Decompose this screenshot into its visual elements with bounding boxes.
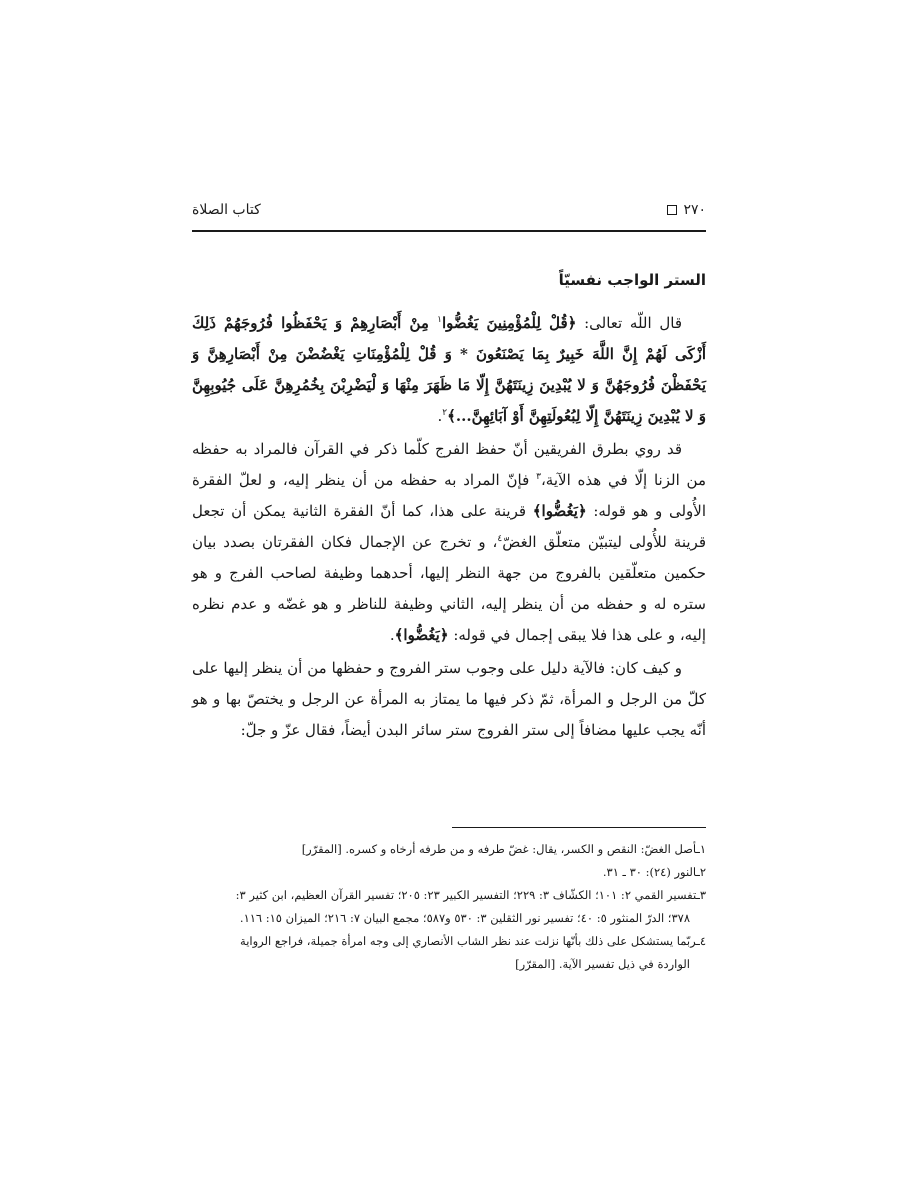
quote-yaghuddu-2: ﴿يَغُضُّوا﴾	[394, 626, 449, 644]
running-header	[192, 196, 706, 224]
page-number: ٢٧٠	[683, 202, 706, 218]
footnote-number: ٢ـ	[696, 865, 706, 879]
footnote-text: أصل الغضّ: النقص و الكسر، يقال: غضّ طرفه و من طرفه أرخاه و كسره. [المقرّر]	[301, 842, 697, 856]
footnote-text: ربّما يستشكل على ذلك بأنّها نزلت عند نظر الشاب الأنصاري إلى وجه امرأة جميلة، فراجع الرواية	[240, 934, 697, 948]
footnote-ref-2[interactable]: ٢	[442, 408, 448, 418]
footnote-number: ٣ـ	[696, 888, 706, 902]
book-title: كتاب الصلاة	[192, 202, 261, 218]
footnote-1	[192, 838, 706, 861]
square-marker-icon	[667, 205, 677, 215]
footnote-text: النور (٢٤): ٣٠ ـ ٣١.	[602, 865, 697, 879]
footnote-3	[192, 884, 706, 930]
paragraph-narration	[192, 434, 706, 651]
main-text	[192, 266, 706, 746]
footnote-number: ٤ـ	[696, 934, 706, 948]
narration-a: قد روي بطرق الفريقين أنّ حفظ الفرج كلّما ذكر في القرآن فالمراد به حفظه من الزنا إلّا في هذه الآية،	[192, 440, 707, 489]
narration-d: ، و تخرج عن الإجمال فكان الفقرتان بصدد بيان حكمين متعلّقين بالفروج من جهة النظر إليها، أحدهما وظيفة لصاحب الفرج و هو ستره له و حفظه من أن ينظر إليه، الثاني وظيفة للناظر و هو غضّه و عدم نظره إليه، و على هذا فلا يبقى إجمال في قوله:	[192, 533, 706, 644]
footnote-2	[192, 861, 706, 884]
footnote-divider	[452, 827, 706, 828]
footnote-continuation: الواردة في ذيل تفسير الآية. [المقرّر]	[515, 957, 690, 971]
footnote-ref-3[interactable]: ٣	[536, 472, 541, 482]
paragraph-verse	[192, 308, 706, 432]
quran-verse-part-a: ﴿قُلْ لِلْمُؤْمِنِينَ يَغُضُّوا	[441, 314, 577, 332]
narration-b: فإنّ المراد به حفظه من أن ينظر إليه، و لعلّ الفقرة الأُولى و هو قوله:	[192, 471, 706, 520]
footnote-continuation: ٣٧٨؛ الدرّ المنثور ٥: ٤٠؛ تفسير نور الثقلين ٣: ٥٣٠ و٥٨٧؛ مجمع البيان ٧: ٢١٦؛ الميزان ١٥: ١١٦.	[239, 911, 690, 925]
verse-end: .	[437, 407, 443, 425]
quote-yaghuddu-1: ﴿يَغُضُّوا﴾	[532, 502, 587, 520]
footnotes	[192, 838, 706, 976]
footnote-ref-4[interactable]: ٤	[497, 534, 503, 544]
quran-verse-part-b: مِنْ أَبْصَارِهِمْ وَ يَحْفَظُوا فُرُوجَهُمْ ذَلِكَ أَزْكَى لَهُمْ إِنَّ اللَّهَ خَبِيرٌ بِمَا يَصْنَعُونَ * وَ قُلْ لِلْمُؤْمِنَاتِ يَغْضُضْنَ مِنْ أَبْصَارِهِنَّ وَ يَحْفَظْنَ فُرُوجَهُنَّ وَ لا يُبْدِينَ زِينَتَهُنَّ إِلّا مَا ظَهَرَ مِنْهَا وَ لْيَضْرِبْنَ بِخُمُرِهِنَّ عَلَى جُيُوبِهِنَّ وَ لا يُبْدِينَ زِينَتَهُنَّ إِلّا لِبُعُولَتِهِنَّ أَوْ آبَائِهِنَّ...﴾	[192, 314, 706, 425]
page-number-group	[667, 202, 706, 218]
footnote-number: ١ـ	[696, 842, 706, 856]
footnote-4	[192, 930, 706, 976]
footnote-ref-1[interactable]: ١	[437, 315, 442, 325]
header-divider	[192, 230, 706, 232]
paragraph-conclusion: و كيف كان: فالآية دليل على وجوب ستر الفروج و حفظها من أن ينظر إليها على كلّ من الرجل و المرأة، ثمّ ذكر فيها ما يمتاز به المرأة عن الرجل و يختصّ بها و هو أنّه يجب عليها مضافاً إلى ستر الفروج ستر سائر البدن أيضاً، فقال عزّ و جلّ:	[192, 659, 706, 739]
section-heading: الستر الواجب نفسيّاً	[558, 271, 706, 289]
narration-c: قرينة على هذا، كما أنّ الفقرة الثانية يمكن أن تجعل قرينة للأُولى ليتبيّن متعلّق الغضّ	[192, 502, 706, 551]
verse-intro: قال اللّه تعالى:	[576, 314, 683, 332]
narration-e: .	[389, 626, 395, 644]
footnote-text: تفسير القمي ٢: ١٠١؛ الكشّاف ٣: ٢٢٩؛ التفسير الكبير ٢٣: ٢٠٥؛ تفسير القرآن العظيم، ابن كثير ٣:	[235, 888, 697, 902]
